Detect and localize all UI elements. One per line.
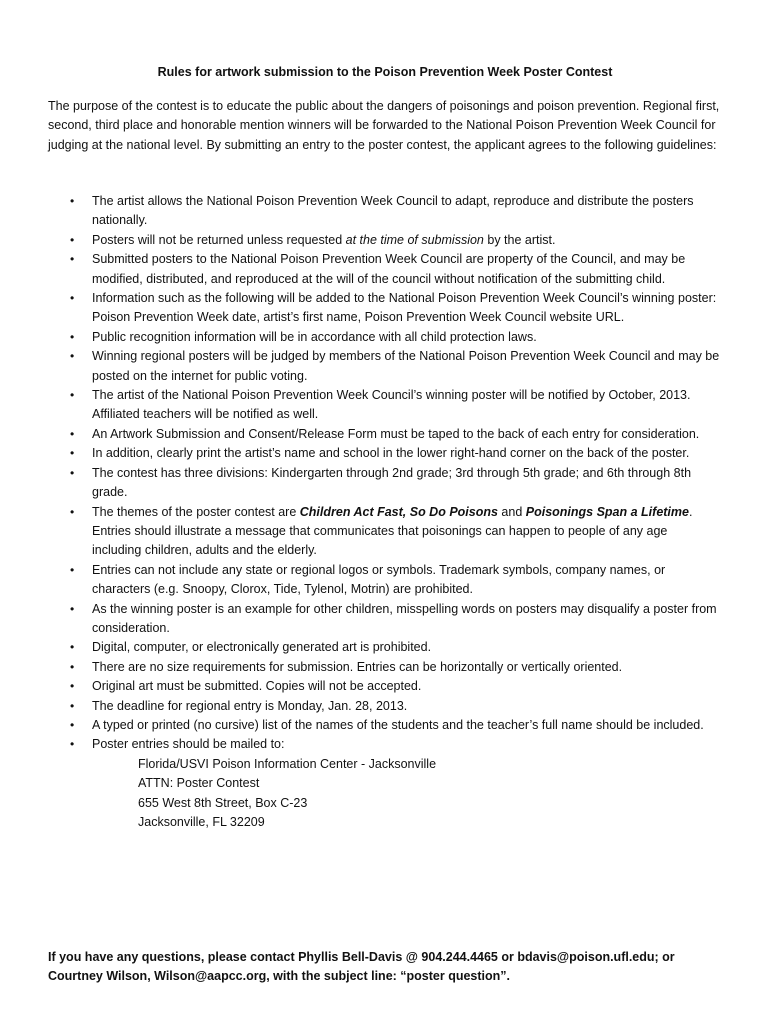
- list-item: [48, 289, 720, 328]
- rule-text: The contest has three divisions: Kindergarten through 2nd grade; 3rd through 5th grade; and 6th through 8th grade.: [92, 465, 692, 500]
- rule-text: . Entries should illustrate a message that communicates that poisonings can happen to people of any age including children, adults and the elderly.: [92, 504, 693, 558]
- list-item: [48, 444, 720, 463]
- address-line: Florida/USVI Poison Information Center - Jacksonville: [138, 756, 437, 771]
- bullet-icon: •: [70, 291, 75, 306]
- list-item: [48, 697, 720, 716]
- bullet-icon: •: [70, 446, 75, 461]
- rule-text: Winning regional posters will be judged by members of the National Poison Prevention Week Council and may be posted on the internet for public voting.: [92, 349, 720, 383]
- bullet-icon: •: [70, 388, 75, 403]
- bullet-icon: •: [70, 252, 75, 267]
- mailing-address: [92, 755, 720, 833]
- rule-text: by the artist.: [483, 232, 556, 247]
- list-item: [48, 192, 720, 231]
- bullet-icon: •: [70, 679, 75, 694]
- address-line: Jacksonville, FL 32209: [138, 815, 265, 829]
- list-item: [48, 677, 720, 696]
- rule-text: As the winning poster is an example for other children, misspelling words on posters may disqualify a poster from consideration.: [92, 601, 717, 635]
- contact-paragraph: If you have any questions, please contact Phyllis Bell-Davis @ 904.244.4465 or bdavis@poison.ufl.edu; or Courtney Wilson, Wilson@aapcc.org, with the subject line: “poster question”.: [48, 950, 675, 984]
- bullet-icon: •: [70, 562, 75, 577]
- rule-text: Digital, computer, or electronically generated art is prohibited.: [92, 640, 432, 655]
- list-item: [48, 250, 720, 289]
- rule-text: Poster entries should be mailed to:: [92, 737, 285, 752]
- rule-text: An Artwork Submission and Consent/Release Form must be taped to the back of each entry for consideration.: [92, 426, 700, 441]
- address-line: 655 West 8th Street, Box C-23: [138, 795, 308, 810]
- bullet-icon: •: [70, 698, 75, 713]
- bullet-icon: •: [70, 601, 75, 616]
- list-item: [48, 231, 720, 250]
- rules-list: [48, 192, 720, 832]
- intro-paragraph: The purpose of the contest is to educate the public about the dangers of poisonings and poison prevention. Regional first, second, third place and honorable mention winners will be forwarded to the National Poison Prevention Week Council for judging at the national level. By submitting an entry to the poster contest, the applicant agrees to the following guidelines:: [48, 99, 720, 152]
- rule-text: The themes of the poster contest are: [92, 504, 300, 519]
- bullet-icon: •: [70, 504, 75, 519]
- rule-text: A typed or printed (no cursive) list of the names of the students and the teacher’s full name should be included.: [92, 717, 704, 732]
- bullet-icon: •: [70, 737, 75, 752]
- list-item: [48, 386, 720, 425]
- rule-text: The deadline for regional entry is Monday, Jan. 28, 2013.: [92, 698, 408, 713]
- bullet-icon: •: [70, 232, 75, 247]
- bullet-icon: •: [70, 717, 75, 732]
- bullet-icon: •: [70, 640, 75, 655]
- rule-text: Posters will not be returned unless requested: [92, 232, 346, 247]
- list-item: [48, 347, 720, 386]
- list-item: [48, 464, 720, 503]
- list-item: [48, 716, 720, 735]
- bullet-icon: •: [70, 426, 75, 441]
- bullet-icon: •: [70, 349, 75, 364]
- rule-text: and: [497, 504, 526, 519]
- theme-two: Poisonings Span a Lifetime: [525, 504, 689, 519]
- list-item: [48, 600, 720, 639]
- list-item: [48, 328, 720, 347]
- list-item: [48, 735, 720, 832]
- bullet-icon: •: [70, 329, 75, 344]
- rule-text: Information such as the following will be added to the National Poison Prevention Week Council’s winning poster: Poison Prevention Week date, artist’s first name, Poison Prevention Week Council website URL.: [92, 291, 717, 325]
- rule-text: In addition, clearly print the artist’s name and school in the lower right-hand corner on the back of the poster.: [92, 446, 690, 461]
- address-line: ATTN: Poster Contest: [138, 776, 260, 791]
- rule-text: Entries can not include any state or regional logos or symbols. Trademark symbols, company names, or characters (e.g. Snoopy, Clorox, Tide, Tylenol, Motrin) are prohibited.: [92, 562, 666, 597]
- rule-text: Public recognition information will be in accordance with all child protection laws.: [92, 329, 537, 344]
- bullet-icon: •: [70, 194, 75, 208]
- list-item: [48, 658, 720, 677]
- bullet-icon: •: [70, 465, 75, 480]
- theme-one: Children Act Fast, So Do Poisons: [299, 504, 498, 519]
- rule-emphasis: at the time of submission: [345, 232, 484, 247]
- document-title: Rules for artwork submission to the Poison Prevention Week Poster Contest: [157, 65, 613, 79]
- rule-text: Submitted posters to the National Poison Prevention Week Council are property of the Council, and may be modified, distributed, and reproduced at the will of the council without notification of the submitting child.: [92, 252, 686, 286]
- list-item: [48, 425, 720, 444]
- rule-text: The artist allows the National Poison Prevention Week Council to adapt, reproduce and distribute the posters nationally.: [92, 194, 694, 228]
- list-item: [48, 638, 720, 657]
- bullet-icon: •: [70, 659, 75, 674]
- rule-text: Original art must be submitted. Copies will not be accepted.: [92, 679, 422, 694]
- list-item: [48, 561, 720, 600]
- rule-text: The artist of the National Poison Prevention Week Council’s winning poster will be notified by October, 2013. Affiliated teachers will be notified as well.: [92, 388, 691, 422]
- list-item: [48, 503, 720, 561]
- rule-text: There are no size requirements for submission. Entries can be horizontally or vertically oriented.: [92, 659, 623, 674]
